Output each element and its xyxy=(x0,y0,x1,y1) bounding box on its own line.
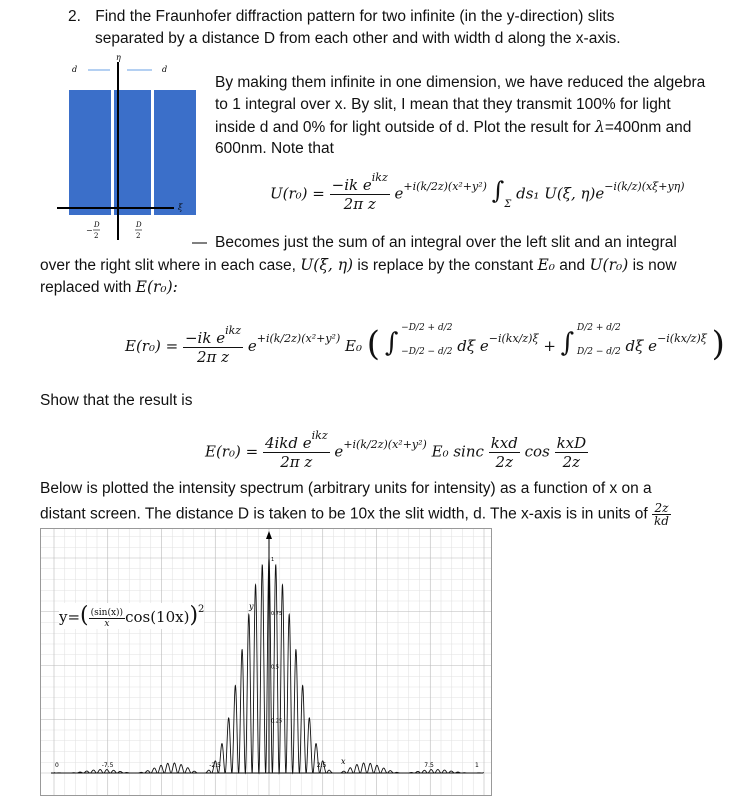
x-axis-end: 1 xyxy=(475,762,479,769)
para2-line3a: replaced with xyxy=(40,279,132,296)
para1-line3-text: inside d and 0% for light outside of d. Plot the result for xyxy=(215,119,591,136)
eq3-den: 2π z xyxy=(280,453,313,471)
equation-3: E(r₀) = $\frac{4ikd e^{ikz}}{\text{2π z}}$ $e^{+i(k/2z)(x^2+y^2)}$ E₀ sinc $\frac{\text{kxd}}{2z}$ cos $\frac{\text{kxD}}{2z}$ xyxy=(205,429,587,471)
para2-U: U(ξ, η) xyxy=(300,256,354,274)
problem-title-line2: separated by a distance D from each other and with width d along the x-axis. xyxy=(95,30,621,47)
label-neg-sign: − xyxy=(86,226,93,235)
eq2-lhs: E(r₀) = xyxy=(125,337,179,355)
eq2-body1: dξ e xyxy=(457,337,489,355)
y-tick-label: 0.25 xyxy=(271,718,283,725)
equation-1: U(r₀) = $\frac{-ik e^{ikz}}{\text{2π z}}$ $e^{+i(k/2z)(x^2+y^2)}$ $\int_\Sigma$ ds₁ U(ξ, $\eta)e^{-i(k/z)(x\xi+y\eta)}$ xyxy=(270,171,685,213)
label-d-right: d xyxy=(162,65,168,74)
x-axis-label: x xyxy=(341,757,346,766)
label-neg-2: 2 xyxy=(94,232,99,240)
problem-heading xyxy=(68,6,748,28)
intensity-plot-frame xyxy=(40,528,492,796)
label-pos-2: 2 xyxy=(136,232,141,240)
eq1-num: −ik e xyxy=(331,176,372,194)
eq3-frac1-den: 2z xyxy=(495,453,513,471)
lambda-symbol: λ xyxy=(594,118,605,136)
para1-line3 xyxy=(215,116,691,139)
eq3-rest: E₀ sinc xyxy=(431,442,484,461)
eq2-body2: dξ e xyxy=(625,337,658,355)
para3-unit-den: kd xyxy=(654,514,669,528)
para2-Er0: E(r₀): xyxy=(135,278,178,296)
eq3-ikz: ikz xyxy=(311,429,328,442)
eq1-ikz: ikz xyxy=(371,171,388,184)
formula-num: (sin(x)) xyxy=(90,607,124,618)
eq3-fraction xyxy=(263,429,330,471)
problem-number: 2. xyxy=(68,8,81,25)
intensity-plot xyxy=(41,529,491,795)
slit-center-bar xyxy=(114,90,151,215)
eq2-E0: E₀ xyxy=(345,337,363,355)
para1-line2: to 1 integral over x. By slit, I mean that they transmit 100% for light xyxy=(215,96,671,113)
y-axis-label: y xyxy=(249,602,254,611)
para1-line3b: =400nm and xyxy=(604,119,692,136)
eq1-body: ds₁ U(ξ, η)e xyxy=(516,184,605,203)
eq2-plus: + xyxy=(543,337,556,355)
label-pos-D: D xyxy=(136,221,142,229)
para2-line2a: over the right slit where in each case, xyxy=(40,257,296,274)
eq1-integral: ∫ xyxy=(491,176,505,205)
label-eta: η xyxy=(116,53,121,62)
eq2-num: −ik e xyxy=(184,328,226,347)
formula-pow: 2 xyxy=(198,604,205,615)
x-tick-label: -2.5 xyxy=(209,762,221,769)
para3-line1: Below is plotted the intensity spectrum (arbitrary units for intensity) as a function of x on a xyxy=(40,480,652,497)
slit-right-bar xyxy=(154,90,196,215)
eq1-sigma: Σ xyxy=(504,198,512,210)
eq3-frac2-den: 2z xyxy=(562,453,581,471)
eq2-phase: +i(k/2z)(x²+y²) xyxy=(256,332,341,345)
para2-Ur0: U(r₀) xyxy=(589,256,629,274)
label-neg-D: D xyxy=(94,221,100,229)
problem-title-line1: Find the Fraunhofer diffraction pattern for two infinite (in the y-direction) slits xyxy=(95,8,615,25)
label-xi: ξ xyxy=(178,203,183,212)
eq3-frac1-num: kxd xyxy=(490,434,518,452)
para3-line2-text: distant screen. The distance D is taken to be 10x the slit width, d. The x-axis is in units of xyxy=(40,505,648,523)
x-tick-label: -7.5 xyxy=(101,762,114,769)
eq2-ikz: ikz xyxy=(225,323,242,337)
para3-unit-num: 2z xyxy=(652,502,671,515)
eq2-den: 2π z xyxy=(196,347,230,366)
y-tick-label: 1 xyxy=(271,557,275,563)
para2-E0: E₀ xyxy=(537,256,555,274)
x-tick-label: 7.5 xyxy=(424,762,434,769)
formula-frac xyxy=(89,608,125,629)
eq2-int2-upper: D/2 + d/2 xyxy=(577,323,621,333)
label-d-left: d xyxy=(72,65,78,74)
eq3-cos: cos xyxy=(524,442,550,461)
para2-line1: Becomes just the sum of an integral over the left slit and an integral xyxy=(215,234,677,251)
eq1-lhs: U(r₀) = xyxy=(270,184,325,203)
para2-line2 xyxy=(40,254,677,277)
eq3-phase: +i(k/2z)(x²+y²) xyxy=(343,437,427,451)
eq1-den: 2π z xyxy=(343,195,376,213)
para2-line2c: is replace by the constant xyxy=(357,257,534,274)
para2-line2g: is now xyxy=(632,257,677,274)
eq2-int1-upper: −D/2 + d/2 xyxy=(401,323,453,333)
eq1-phase2: −i(k/z)(xξ+yη) xyxy=(604,179,685,193)
eq3-frac2 xyxy=(555,434,589,471)
eq2-int1-lower: −D/2 − d/2 xyxy=(401,347,453,357)
y-tick-label: 0.5 xyxy=(271,664,279,671)
eq2-exp2: −i(kx/z)ξ xyxy=(657,332,707,345)
eq3-frac2-num: kxD xyxy=(556,434,587,452)
plot-formula: y=( $\frac{(\sin(x))}{x}$ cos(10x))$^2$ xyxy=(59,603,205,629)
para2-line2e: and xyxy=(559,257,586,274)
formula-cos: cos(10x) xyxy=(125,608,190,626)
show-text: Show that the result is xyxy=(40,392,193,409)
y-tick-label: 0.75 xyxy=(271,610,283,617)
eq3-frac1 xyxy=(489,434,520,471)
eq1-fraction xyxy=(330,171,390,213)
formula-y: y= xyxy=(59,608,81,626)
para3-unit-fraction xyxy=(652,502,671,527)
eq3-lhs: E(r₀) = xyxy=(205,442,259,461)
para3-line2 xyxy=(40,502,671,527)
equation-2: E(r₀) = $\frac{-ik e^{ikz}}{\text{2π z}}$ $e^{+i(k/2z)(x^2+y^2)}$ E₀ ( ∫ −D/2 + d/2 −D/2 − d/2 dξ $e^{-i(kx/z)\xi}$ + ∫ D/2 + d/2 D/2 − d/2 dξ $e^{-i(kx/z)\xi}$ ) xyxy=(125,323,725,366)
origin-label: 0 xyxy=(55,762,59,769)
slit-left-bar xyxy=(69,90,111,215)
formula-den: x xyxy=(104,618,110,629)
slit-figure xyxy=(52,50,212,250)
y-axis-arrow xyxy=(266,531,272,539)
eq2-int2-lower: D/2 − d/2 xyxy=(577,347,621,357)
eq2-exp1: −i(kx/z)ξ xyxy=(488,332,539,345)
x-tick-label: 2.5 xyxy=(316,762,327,769)
para1-line4: 600nm. Note that xyxy=(215,140,334,157)
eq2-fraction xyxy=(183,323,243,366)
eq1-phase1: +i(k/2z)(x²+y²) xyxy=(403,179,487,193)
para1-line1: By making them infinite in one dimension, we have reduced the algebra xyxy=(215,74,706,91)
eq3-num: 4ikd e xyxy=(264,434,312,452)
para2-line3 xyxy=(40,276,178,299)
